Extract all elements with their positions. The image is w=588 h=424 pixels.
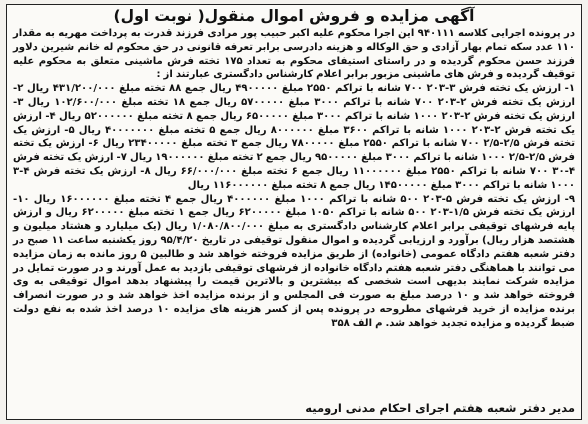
auction-notice <box>6 4 582 420</box>
notice-body <box>13 27 575 331</box>
notice-paragraph-items: ۱- ارزش یک تخته فرش ۳-۲۰۳ ۷۰۰ شانه با تراکم ۲۵۵۰ مبلغ ۴۹۰۰۰۰۰ ریال جمع ۸۸ تخته مبلغ ۴۳۱/۲۰۰/۰۰۰ ریال ۲- ارزش یک تخته فرش ۲-۲۰۳ ۷۰۰ شانه با تراکم ۳۰۰۰ مبلغ ۵۷۰۰۰۰۰ ریال جمع ۱۸ تخته مبلغ ۱۰۲/۶۰۰/۰۰۰ ریال ۳- ارزش یک تخته فرش ۲-۲۰۳ ۱۰۰۰ شانه با تراکم ۳۰۰۰ مبلغ ۶۵۰۰۰۰۰ ریال جمع ۸ تخته مبلغ ۵۲۰۰۰۰۰۰ ریال ۴- ارزش یک تخته فرش ۲-۲۰۳ ۱۰۰۰ شانه با تراکم ۳۶۰۰ مبلغ ۸۰۰۰۰۰۰ ریال جمع ۵ تخته مبلغ ۴۰۰۰۰۰۰۰ ریال ۵- ارزش یک تخته فرش ۲/۵-۲/۵ ۷۰۰ شانه با تراکم ۲۵۵۰ مبلغ ۷۸۰۰۰۰۰ ریال جمع ۳ تخته مبلغ ۲۳۴۰۰۰۰۰ ریال ۶- ارزش یک تخته فرش ۲/۵-۲/۵ ۱۰۰۰ شانه با تراکم ۳۰۰۰ مبلغ ۹۵۰۰۰۰۰ ریال جمع ۲ تخته مبلغ ۱۹۰۰۰۰۰۰ ریال ۷- ارزش یک تخته فرش ۴-۳۰ ۷۰۰ شانه با تراکم ۲۵۵۰ مبلغ ۱۱۰۰۰۰۰۰ ریال جمع ۶ تخته مبلغ ۶۶/۰۰۰/۰۰۰ ریال ۸- ارزش یک تخته فرش ۴-۳ ۱۰۰۰ شانه با تراکم ۳۰۰۰ مبلغ ۱۴۵۰۰۰۰۰ ریال جمع ۸ تخته مبلغ ۱۱۶۰۰۰۰۰۰ ریال <box>13 83 576 191</box>
notice-title: آگهی مزایده و فروش اموال منقول( نوبت اول) <box>113 7 475 25</box>
notice-paragraph-intro: در پرونده اجرایی کلاسه ۹۴۰۱۱۱ این اجرا محکوم علیه اکبر حبیب پور مرادی فرزند قدرت به پرداخت مهریه به مقدار ۱۱۰ عدد سکه تمام بهار آزادی و حق الوکاله و هزینه دادرسی برابر تعرفه قانونی در حق محکوم له خانم شیرین دلاور فرزند حسن محکوم گردیده و در راستای استیفای محکوم به تعداد ۱۷۵ تخته فرش ماشینی متعلق به محکوم علیه توقیف گردیده و فرش های ماشینی مزبور برابر اعلام کارشناس دادگستری عبارتند از : <box>13 28 575 81</box>
notice-signature: مدیر دفتر شعبه هفتم اجرای احکام مدنی ارومیه <box>305 401 575 415</box>
notice-paragraph-terms: ۹- ارزش یک تخته فرش ۵-۲۰۳ ۵۰۰ شانه با تراکم ۱۰۰۰ مبلغ ۴۰۰۰۰۰۰ ریال جمع ۴ تخته مبلغ ۱۶۰۰۰۰۰۰ ریال ۱۰- ارزش یک تخته فرش ۱/۵-۲۰۳ ۵۰۰ شانه با تراکم ۱۰۵۰ مبلغ ۶۲۰۰۰۰۰ ریال جمع ۱ تخته مبلغ ۶۲۰۰۰۰۰ ریال و ارزش پایه فرشهای توقیفی برابر اعلام کارشناس دادگستری به مبلغ ۱/۰۸۰/۸۰۰/۰۰۰ ریال (یک میلیارد و هشتاد میلیون و هشتصد هزار ریال) برآورد و ارزیابی گردیده و اموال منقول توقیفی در تاریخ ۹۵/۴/۲۰ روز یکشنبه ساعت ۱۱ صبح در دفتر شعبه هفتم دادگاه عمومی (خانواده) از طریق مزایده فروخته خواهد شد و طالبین ۵ روز مانده به زمان مزایده می توانند با هماهنگی دفتر شعبه هفتم دادگاه خانواده از فرشهای توقیفی بازدید به عمل آورند و در صورت تمایل در مزایده شرکت نمایند بدیهی است شخصی که بیشترین و بالاترین قیمت را پیشنهاد بدهد اموال توقیفی به وی فروخته خواهد شد و ۱۰ درصد مبلغ به صورت فی المجلس و از برنده مزایده اخذ خواهد شد و در صورت انصراف برنده مزایده از خرید فرشهای مطروحه در پرونده پس از کسر هزینه های مزایده ۱۰ درصد اخذ شده به نفع دولت ضبط گردیده و مزایده تجدید خواهد شد. م الف ۳۵۸ <box>13 193 575 329</box>
